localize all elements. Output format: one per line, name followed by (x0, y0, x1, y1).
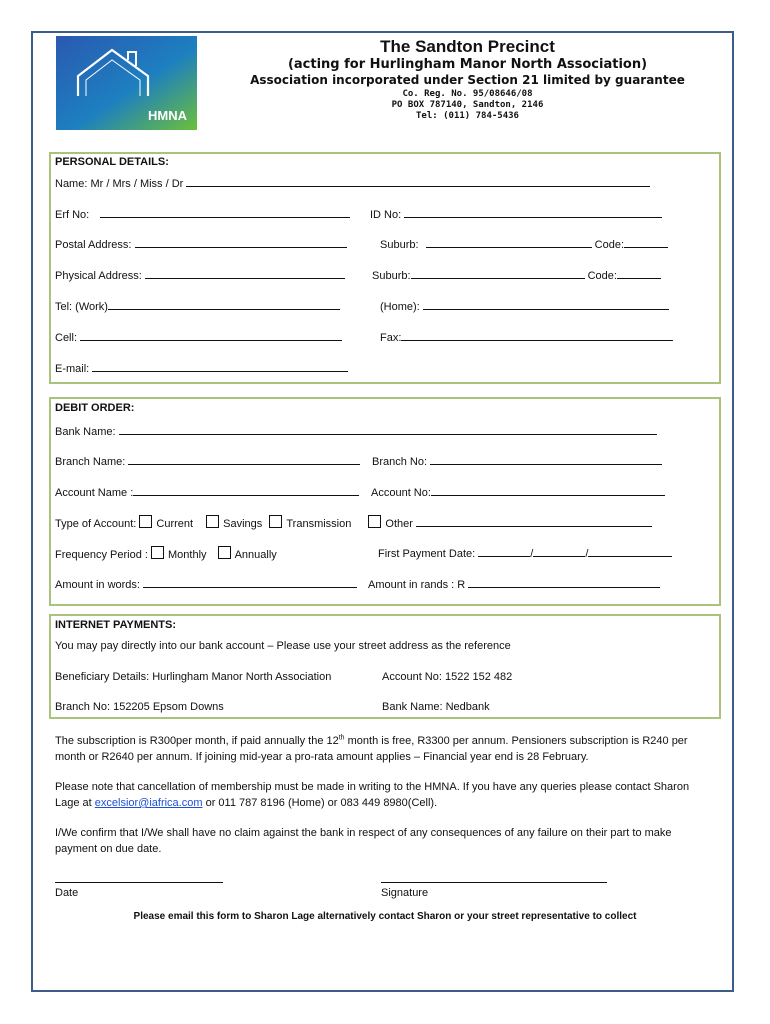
cancellation-paragraph: Please note that cancellation of membership must be made in writing to the HMNA. If you have any queries please contact Sharon Lage at excelsior@iafrica.com or 011 787 8196 (Home) or 083 449 8980(Cell). (55, 781, 690, 809)
first-payment-label: First Payment Date: (378, 548, 476, 560)
amount-words-label: Amount in words: (55, 579, 140, 591)
account-type-label: Type of Account: (55, 518, 137, 530)
org-title: The Sandton Precinct (380, 37, 555, 56)
cell-field[interactable] (55, 330, 342, 345)
account-no-label: Account No: (371, 487, 431, 499)
other-label: Other (385, 518, 413, 530)
physical-address-field[interactable] (55, 268, 345, 283)
date-line[interactable] (55, 882, 223, 883)
org-telephone: Tel: (011) 784-5436 (416, 111, 519, 121)
hmna-logo (56, 36, 197, 130)
erf-field[interactable] (55, 207, 350, 222)
transmission-checkbox[interactable] (269, 515, 282, 528)
frequency-row (55, 546, 277, 562)
debit-heading: DEBIT ORDER: (55, 402, 135, 414)
physical-label: Physical Address: (55, 270, 142, 282)
org-incorporation: Association incorporated under Section 21 limited by guarantee (250, 73, 685, 87)
email-field[interactable] (55, 361, 348, 376)
logo-text: HMNA (148, 108, 187, 123)
email-label: E-mail: (55, 363, 90, 375)
code2-label: Code: (587, 270, 617, 282)
savings-checkbox[interactable] (206, 515, 219, 528)
account-name-field[interactable] (55, 485, 359, 500)
suburb-label: Suburb: (380, 239, 419, 251)
id-field[interactable] (370, 207, 662, 222)
annually-checkbox[interactable] (218, 546, 231, 559)
name-label: Name: Mr / Mrs / Miss / Dr (55, 178, 184, 190)
postal-label: Postal Address: (55, 239, 132, 251)
fax-field[interactable] (380, 330, 673, 345)
suburb2-field[interactable] (372, 268, 661, 283)
monthly-label: Monthly (168, 549, 207, 561)
branch-name-field[interactable] (55, 454, 360, 469)
account-name-label: Account Name : (55, 487, 134, 499)
amount-rands-label: Amount in rands : R (368, 579, 466, 591)
amount-rands-field[interactable] (368, 577, 660, 592)
date-separator-1: / (530, 548, 534, 560)
savings-label: Savings (223, 518, 263, 530)
subscription-paragraph: The subscription is R300per month, if paid annually the 12th month is free, R3300 per annum. Pensioners subscription is R240 per month or R2640 per annum. If joining mid-year a pro-rata amount applies – Financial year end is 28 February. (55, 734, 688, 763)
contact-email-link[interactable]: excelsior@iafrica.com (94, 797, 203, 809)
footer-note: Please email this form to Sharon Lage alternatively contact Sharon or your street representative to collect (133, 911, 637, 922)
personal-heading: PERSONAL DETAILS: (55, 156, 169, 168)
amount-words-field[interactable] (55, 577, 357, 592)
annually-label: Annually (234, 549, 277, 561)
beneficiary-branch-no: Branch No: 152205 Epsom Downs (55, 701, 224, 713)
confirmation-paragraph: I/We confirm that I/We shall have no claim against the bank in respect of any consequences of any failure on their part to make payment on due date. (55, 827, 672, 855)
monthly-checkbox[interactable] (151, 546, 164, 559)
beneficiary-account-no: Account No: 1522 152 482 (382, 671, 513, 683)
home-label: (Home): (380, 301, 420, 313)
id-label: ID No: (370, 209, 402, 221)
account-no-field[interactable] (371, 485, 665, 500)
code-label: Code: (594, 239, 625, 251)
name-field[interactable] (55, 176, 650, 191)
reg-number: Co. Reg. No. 95/08646/08 (402, 89, 533, 99)
signature-label: Signature (381, 887, 429, 899)
date-separator-2: / (585, 548, 589, 560)
other-type-field[interactable] (416, 516, 652, 527)
other-checkbox[interactable] (368, 515, 381, 528)
internet-intro: You may pay directly into our bank account – Please use your street address as the reference (55, 640, 511, 652)
first-payment-field[interactable] (378, 546, 672, 561)
date-label: Date (55, 887, 79, 899)
tel-work-field[interactable] (55, 299, 340, 314)
beneficiary-bank-name: Bank Name: Nedbank (382, 701, 490, 713)
branch-no-label: Branch No: (372, 456, 428, 468)
suburb-field[interactable] (380, 237, 668, 252)
beneficiary-details: Beneficiary Details: Hurlingham Manor North Association (55, 671, 332, 683)
bank-label: Bank Name: (55, 426, 116, 438)
transmission-label: Transmission (286, 518, 352, 530)
branch-name-label: Branch Name: (55, 456, 126, 468)
po-box: PO BOX 787140, Sandton, 2146 (391, 100, 544, 110)
current-checkbox[interactable] (139, 515, 152, 528)
postal-address-field[interactable] (55, 237, 347, 252)
bank-name-field[interactable] (55, 424, 657, 439)
fax-label: Fax: (380, 332, 402, 344)
branch-no-field[interactable] (372, 454, 662, 469)
account-type-row (55, 515, 652, 531)
signature-line[interactable] (381, 882, 607, 883)
frequency-label: Frequency Period : (55, 549, 148, 561)
org-subtitle: (acting for Hurlingham Manor North Association) (287, 57, 648, 72)
cell-label: Cell: (55, 332, 78, 344)
internet-heading: INTERNET PAYMENTS: (55, 619, 177, 631)
erf-label: Erf No: (55, 209, 90, 221)
tel-work-label: Tel: (Work) (55, 301, 108, 313)
tel-home-field[interactable] (380, 299, 669, 314)
suburb2-label: Suburb: (372, 270, 411, 282)
current-label: Current (156, 518, 194, 530)
